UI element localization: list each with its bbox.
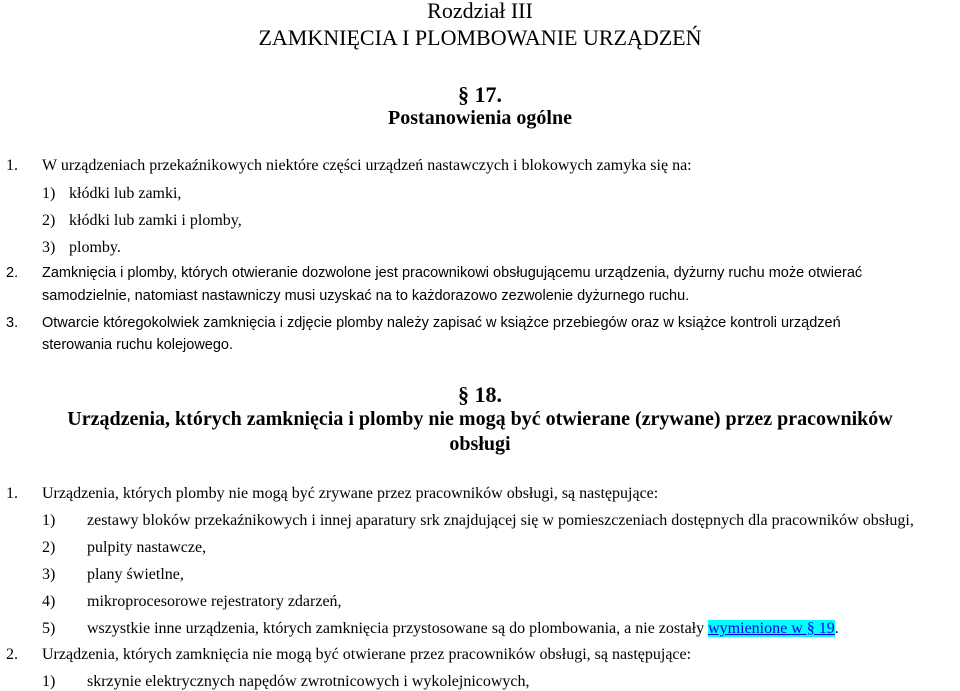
s18-p1-item-4 [42, 594, 342, 610]
s18-p2-item-1 [42, 674, 530, 690]
item-text: zestawy bloków przekaźnikowych i innej aparatury srk znajdującej się w pomieszczeniach dostępnych dla pracowników obsługi, [87, 512, 914, 529]
s17-p2-line-1 [6, 266, 862, 281]
item-text: skrzynie elektrycznych napędów zwrotnicowych i wykolejnicowych, [87, 673, 530, 690]
item-number: 3) [42, 566, 56, 583]
paragraph-text: Otwarcie któregokolwiek zamknięcia i zdjęcie plomby należy zapisać w książce przebiegów oraz w książce kontroli urządzeń [42, 315, 841, 331]
item-text: kłódki lub zamki, [69, 185, 182, 202]
paragraph-text: Zamknięcia i plomby, których otwieranie dozwolone jest pracownikowi obsługującemu urządzenia, dyżurny ruchu może otwierać [42, 265, 863, 281]
item-text: mikroprocesorowe rejestratory zdarzeń, [87, 593, 342, 610]
paragraph-number: 3. [6, 315, 19, 331]
item-text: plomby. [69, 239, 121, 256]
chapter-subtitle: ZAMKNIĘCIA I PLOMBOWANIE URZĄDZEŃ [258, 25, 702, 50]
s18-p1-item-1 [42, 513, 914, 529]
section-17-number: § 17. [458, 82, 502, 107]
item-text: plany świetlne, [87, 566, 184, 583]
chapter-title: Rozdział III [427, 0, 533, 23]
item-number: 2) [42, 539, 56, 556]
section-18-number: § 18. [458, 382, 502, 407]
paragraph-text: W urządzeniach przekaźnikowych niektóre części urządzeń nastawczych i blokowych zamyka się na: [42, 157, 692, 174]
item-number: 4) [42, 593, 56, 610]
item-number: 1) [42, 512, 56, 529]
s17-p2-line-2: samodzielnie, natomiast nastawniczy musi uzyskać na to każdorazowo zezwolenie dyżurnego ruchu. [42, 288, 690, 304]
s18-p2 [6, 647, 691, 663]
s18-p1 [6, 486, 658, 502]
paragraph-text: Urządzenia, których zamknięcia nie mogą być otwierane przez pracowników obsługi, są następujące: [42, 646, 692, 663]
item-text: kłódki lub zamki i plomby, [69, 212, 242, 229]
item-number: 5) [42, 620, 56, 637]
item-text-end: . [834, 620, 839, 637]
item-number: 1) [42, 673, 56, 690]
paragraph-number: 1. [6, 157, 18, 174]
paragraph-number: 1. [6, 485, 18, 502]
s17-p1 [6, 158, 692, 174]
reference-link-section-19[interactable]: wymienione w § 19 [708, 620, 835, 637]
paragraph-number: 2. [6, 265, 19, 281]
item-number: 1) [42, 185, 56, 202]
s17-p3-line-2: sterowania ruchu kolejowego. [42, 337, 234, 353]
section-18-title-line-2: obsługi [449, 433, 511, 455]
s18-p1-item-2 [42, 540, 206, 556]
section-18-title-line-1: Urządzenia, których zamknięcia i plomby nie mogą być otwierane (zrywane) przez pracowników [67, 408, 893, 430]
s18-p1-item-3 [42, 567, 184, 583]
paragraph-text: Urządzenia, których plomby nie mogą być zrywane przez pracowników obsługi, są następujące: [42, 485, 659, 502]
section-17-title: Postanowienia ogólne [388, 107, 572, 129]
s17-p3-line-1 [6, 316, 841, 331]
s17-p1-item-2 [42, 213, 242, 229]
s17-p1-item-3 [42, 240, 121, 256]
item-number: 2) [42, 212, 56, 229]
s18-p1-item-5 [42, 621, 839, 637]
paragraph-number: 2. [6, 646, 18, 663]
item-text: wszystkie inne urządzenia, których zamknięcia przystosowane są do plombowania, a nie zostały [87, 620, 709, 637]
item-text: pulpity nastawcze, [87, 539, 207, 556]
s17-p1-item-1 [42, 186, 181, 202]
item-number: 3) [42, 239, 56, 256]
